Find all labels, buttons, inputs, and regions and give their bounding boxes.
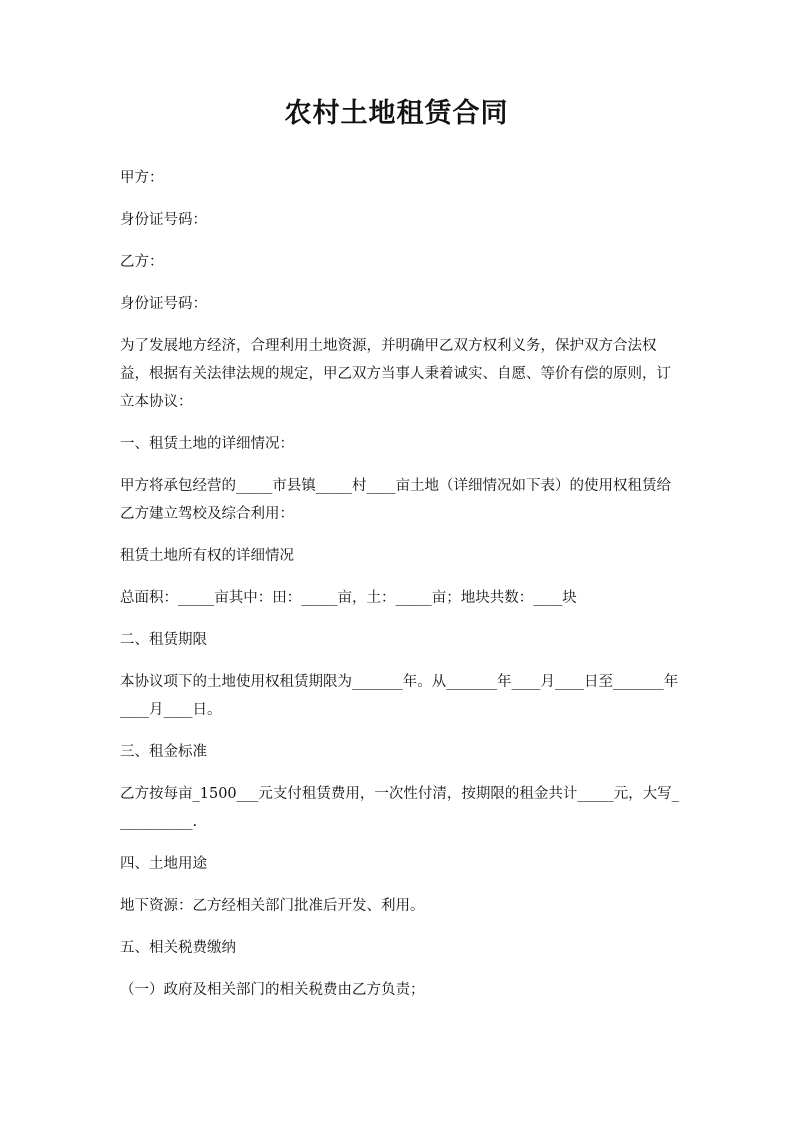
document-title: 农村土地租赁合同 bbox=[284, 98, 509, 129]
document-body bbox=[120, 164, 680, 1018]
section-heading-rent-standard: 三、租金标准 bbox=[120, 744, 207, 760]
taxes-fees-item-1: （一）政府及相关部门的相关税费由乙方负责； bbox=[120, 982, 425, 998]
section-heading-taxes-fees: 五、相关税费缴纳 bbox=[120, 940, 236, 956]
preamble-paragraph: 为了发展地方经济，合理利用土地资源，并明确甲乙双方权利义务，保护双方合法权益，根据有关法律法规的规定，甲乙双方当事人秉着诚实、自愿、等价有偿的原则，订立本协议： bbox=[120, 338, 671, 410]
total-area-paragraph: 总面积：_____亩其中：田：_____亩，土：_____亩；地块共数：____块 bbox=[120, 590, 577, 606]
party-b-label: 乙方： bbox=[120, 254, 164, 270]
rent-standard-paragraph: 乙方按每亩_1500___元支付租赁费用，一次性付清，按期限的租金共计_____元，大写___________. bbox=[120, 786, 679, 830]
lease-term-paragraph: 本协议项下的土地使用权租赁期限为_______年。从_______年____月____日至_______年____月____日。 bbox=[120, 674, 679, 718]
party-a-id-label: 身份证号码： bbox=[120, 212, 207, 228]
party-a-label: 甲方： bbox=[120, 170, 164, 186]
party-b-id-label: 身份证号码： bbox=[120, 296, 207, 312]
section-heading-land-use: 四、土地用途 bbox=[120, 856, 207, 872]
section-heading-lease-term: 二、租赁期限 bbox=[120, 632, 207, 648]
land-use-paragraph: 地下资源：乙方经相关部门批准后开发、利用。 bbox=[120, 898, 425, 914]
land-details-paragraph: 甲方将承包经营的_____市县镇_____村____亩土地（详细情况如下表）的使用权租赁给乙方建立驾校及综合利用： bbox=[120, 478, 671, 522]
section-heading-land-details: 一、租赁土地的详细情况： bbox=[120, 436, 294, 452]
land-ownership-details-label: 租赁土地所有权的详细情况 bbox=[120, 548, 294, 564]
